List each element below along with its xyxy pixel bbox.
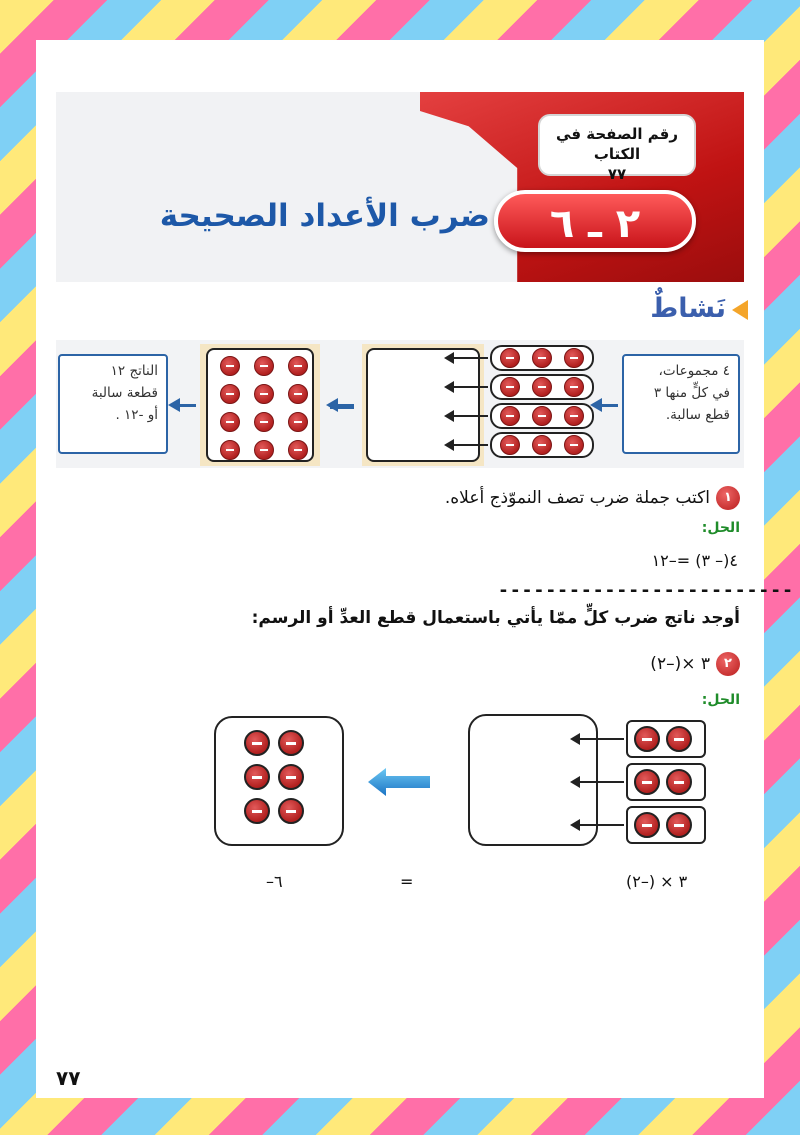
question-1 bbox=[445, 486, 740, 510]
callout-line: ٤ مجموعات، bbox=[658, 363, 730, 379]
page-number: ٧٧ bbox=[56, 1066, 81, 1090]
callout-line: أو -١٢ . bbox=[115, 407, 158, 423]
solution-label: الحل: bbox=[701, 520, 740, 536]
negative-counter bbox=[532, 435, 552, 455]
arrow-icon bbox=[446, 386, 488, 388]
question-1-text: اكتب جملة ضرب تصف النموّذج أعلاه. bbox=[444, 488, 710, 508]
negative-counter bbox=[564, 377, 584, 397]
left-arrow-icon bbox=[368, 768, 430, 796]
negative-counter bbox=[500, 348, 520, 368]
negative-counter bbox=[254, 412, 274, 432]
arrow-icon bbox=[572, 824, 624, 826]
negative-counter bbox=[254, 440, 274, 460]
page-ref-number: ٧٧ bbox=[607, 165, 627, 183]
negative-counter bbox=[666, 726, 692, 752]
callout-line: قطعة سالبة bbox=[91, 385, 158, 401]
negative-counter bbox=[564, 406, 584, 426]
textbook-page-ref bbox=[538, 114, 696, 183]
negative-counter bbox=[278, 798, 304, 824]
negative-counter bbox=[220, 412, 240, 432]
page-ref-label: رقم الصفحة في الكتاب bbox=[556, 125, 678, 163]
instruction: أوجد ناتج ضرب كلٍّ ممّا يأتي باستعمال قطع العدِّ أو الرسم: bbox=[251, 608, 740, 628]
lesson-title: ضرب الأعداد الصحيحة bbox=[159, 198, 490, 234]
question-number-badge: ٢ bbox=[716, 652, 740, 676]
negative-counter bbox=[564, 348, 584, 368]
negative-counter bbox=[532, 377, 552, 397]
arrow-icon bbox=[572, 738, 624, 740]
callout-line: قطع سالبة. bbox=[665, 407, 730, 423]
triangle-icon bbox=[732, 300, 748, 320]
equation-left: ٣ × (–٢) bbox=[626, 872, 688, 891]
question-2-expression: ٣ ×(–٢) bbox=[650, 654, 710, 674]
question-2 bbox=[650, 652, 740, 676]
groups-callout bbox=[622, 354, 740, 454]
activity-label: نَشاطٌ bbox=[650, 293, 726, 324]
negative-counter bbox=[500, 435, 520, 455]
negative-counter bbox=[532, 406, 552, 426]
negative-counter bbox=[278, 730, 304, 756]
negative-counter bbox=[288, 412, 308, 432]
negative-counter bbox=[532, 348, 552, 368]
negative-counter bbox=[634, 769, 660, 795]
callout-line: في كلٍّ منها ٣ bbox=[653, 385, 730, 401]
arrow-icon bbox=[446, 415, 488, 417]
result-callout bbox=[58, 354, 168, 454]
lesson-number-badge: ٢ ـ ٦ bbox=[494, 190, 696, 252]
arrow-icon bbox=[446, 357, 488, 359]
equation-result: –٦ bbox=[266, 872, 283, 891]
equation-equals: = bbox=[400, 872, 414, 891]
negative-counter bbox=[288, 384, 308, 404]
negative-counter bbox=[666, 769, 692, 795]
divider-line: ------------------------- bbox=[498, 580, 794, 601]
negative-counter bbox=[634, 726, 660, 752]
negative-counter bbox=[500, 377, 520, 397]
negative-counter bbox=[254, 356, 274, 376]
negative-counter bbox=[288, 440, 308, 460]
question-number-badge: ١ bbox=[716, 486, 740, 510]
move-arrow-icon bbox=[330, 404, 354, 409]
activity-heading bbox=[650, 293, 748, 324]
negative-counter bbox=[278, 764, 304, 790]
negative-counter bbox=[254, 384, 274, 404]
negative-counter bbox=[634, 812, 660, 838]
negative-counter bbox=[220, 440, 240, 460]
negative-counter bbox=[564, 435, 584, 455]
callout-line: الناتج ١٢ bbox=[110, 363, 158, 379]
negative-counter bbox=[288, 356, 308, 376]
arrow-icon bbox=[572, 781, 624, 783]
negative-counter bbox=[500, 406, 520, 426]
arrow-icon bbox=[446, 444, 488, 446]
callout-arrow bbox=[172, 404, 196, 407]
solution-1: ٤(– ٣) =–١٢ bbox=[651, 551, 738, 570]
negative-counter bbox=[220, 356, 240, 376]
negative-counter bbox=[244, 730, 270, 756]
negative-counter bbox=[666, 812, 692, 838]
callout-arrow bbox=[594, 404, 618, 407]
solution-label: الحل: bbox=[701, 692, 740, 708]
negative-counter bbox=[244, 798, 270, 824]
negative-counter bbox=[220, 384, 240, 404]
negative-counter bbox=[244, 764, 270, 790]
